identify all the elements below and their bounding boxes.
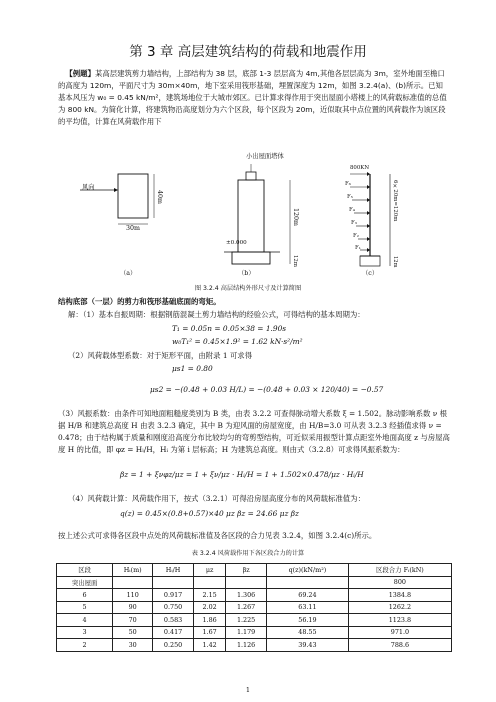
figure-c-load-f4: F₄ — [349, 207, 355, 213]
table-cell: 0.250 — [153, 639, 194, 652]
formula-period: T₁ = 0.05n = 0.05×38 = 1.90s — [172, 324, 287, 333]
table-cell: 1.306 — [226, 589, 267, 602]
table-row — [57, 589, 452, 602]
table-header-row — [57, 564, 452, 577]
table-cell: 1.86 — [193, 614, 225, 627]
table-cell — [193, 576, 225, 589]
table-header-cell: Hᵢ(m) — [113, 564, 153, 577]
table-cell: 5 — [57, 601, 113, 614]
table-cell: 971.0 — [348, 626, 451, 639]
table-row — [57, 626, 452, 639]
example-text: 某高层建筑剪力墙结构，上部结构为 38 层，底部 1-3 层层高为 4m,其他各层层高为 3m，室外地面至檐口的高度为 120m，平面尺寸为 30m×40m，地下室采用筏形基础，埋置深度为 12m，如图 3.2.4(a)、(b)所示。已知基本风压为 w₀ = 0.45 kN/m²，建筑场地位于大城市郊区。已计算求得作用于突出屋面小塔楼上的风荷载标准值的总值为 800 kN。为简化计算，将建筑物沿高度划分为六个区段，每个区段为 20m，近似取其中点位置的风荷载作为该区段的平均值，计算在风荷载作用下 — [58, 69, 447, 127]
table-row — [57, 639, 452, 652]
figure-a-caption: （a） — [120, 270, 137, 277]
table-cell: 1.67 — [193, 626, 225, 639]
table-cell: 1.42 — [193, 639, 225, 652]
solution-step1: 解：（1）基本自振周期：根据钢筋混凝土剪力墙结构的经验公式，可得结构的基本周期为： — [68, 310, 365, 319]
table-row — [57, 601, 452, 614]
table-cell: 2.15 — [193, 589, 225, 602]
figure-c-load-f2: F₂ — [353, 233, 359, 239]
solution-step4: （4）风荷载计算：风荷载作用下，按式（3.2.1）可得沿房屋高度分布的风荷载标准值为： — [68, 494, 365, 503]
formula-wt2: w₀T₁² = 0.45×1.9² = 1.62 kN·s²/m² — [172, 337, 303, 346]
figure-b-elevation — [224, 164, 290, 264]
example-paragraph — [58, 68, 450, 128]
table-caption: 表 3.2.4 风荷载作用下各区段合力的计算 — [191, 550, 305, 557]
table-cell: 788.6 — [348, 639, 451, 652]
page-number: 1 — [245, 686, 251, 694]
table-cell — [267, 576, 349, 589]
table-cell: 1.126 — [226, 639, 267, 652]
figure-3-2-4 — [0, 160, 496, 280]
table-cell — [113, 576, 153, 589]
table-cell: 56.19 — [267, 614, 349, 627]
table-cell: 1384.8 — [348, 589, 451, 602]
table-header-cell: 区段合力 Fᵢ(kN) — [348, 564, 451, 577]
table-cell: 70 — [113, 614, 153, 627]
figure-a-depth-label: 40m — [156, 190, 163, 204]
table-cell: 6 — [57, 589, 113, 602]
figure-c-base-label: 12m — [392, 256, 398, 268]
solution-step2: （2）风荷载体型系数：对于矩形平面，由附录 1 可求得 — [68, 351, 253, 360]
table-cell: 0.417 — [153, 626, 194, 639]
solution-step3: （3）风振系数：由条件可知地面粗糙度类别为 B 类，由表 3.2.2 可查得脉动增大系数 ξ = 1.502。脉动影响系数 ν 根据 H/B 和建筑总高度 H 由表 3.2.3 确定，其中 B 为迎风面的房屋宽度，由 H/B=3.0 可从表 3.2.3 经插值求得 ν = 0.478；由于结构属于质量和刚度沿高度分布比较均匀的弯剪型结构，可近似采用振型计算点距室外地面高度 z 与房屋高度 H 的比值，即 φz = Hᵢ/H，Hᵢ 为第 i 层标高；H 为建筑总高度。则由式（3.2.8）可求得风振系数为： — [58, 409, 450, 455]
solution-step5: 按上述公式可求得各区段中点处的风荷载标准值及各区段的合力见表 3.2.4，如图 3.2.4(c)所示。 — [58, 531, 377, 540]
figure-a-wind-label: 风向 — [82, 184, 95, 191]
figure-a-width-label: 30m — [126, 225, 140, 232]
table-row — [57, 576, 452, 589]
formula-betaz: βz = 1 + ξνφz/μz = 1 + ξν/μz · Hᵢ/H = 1 + 1.502×0.478/μz · Hᵢ/H — [120, 470, 364, 479]
table-header-cell: 区段 — [57, 564, 113, 577]
figure-b-ground-label: ±0.000 — [226, 240, 247, 246]
figure-c-load-f1: F₁ — [355, 245, 361, 251]
figure-c-dim-label: 6×20m=120m — [392, 180, 398, 222]
figure-c-caption: （c） — [362, 270, 379, 277]
table-cell: 30 — [113, 639, 153, 652]
table-cell: 1.267 — [226, 601, 267, 614]
table-header-cell: q(z)(kN/m²) — [267, 564, 349, 577]
table-header-cell: μz — [193, 564, 225, 577]
table-cell: 90 — [113, 601, 153, 614]
chapter-title: 第 3 章 高层建筑结构的荷载和地震作用 — [129, 44, 367, 60]
table-header-cell: Hᵢ/H — [153, 564, 194, 577]
wind-load-table — [56, 563, 452, 652]
table-cell: 1123.8 — [348, 614, 451, 627]
table-cell: 63.11 — [267, 601, 349, 614]
formula-mus1: μs1 = 0.80 — [172, 364, 213, 373]
table-header-cell: βz — [226, 564, 267, 577]
table-cell: 1.179 — [226, 626, 267, 639]
intro-continuation: 结构底部（一层）的剪力和筏形基础底面的弯矩。 — [58, 297, 221, 306]
figure-b-caption: （b） — [238, 270, 255, 277]
table-cell — [226, 576, 267, 589]
table-cell: 2.02 — [193, 601, 225, 614]
figure-b-base-label: 12m — [292, 255, 298, 267]
figure-c-load-f5: F₅ — [347, 194, 353, 200]
table-cell: 69.24 — [267, 589, 349, 602]
example-label: 【例题】 — [65, 69, 95, 78]
figure-b-height-label: 120m — [292, 208, 299, 226]
table-row — [57, 614, 452, 627]
figure-c-load-f6: F₆ — [345, 181, 351, 187]
table-cell: 0.583 — [153, 614, 194, 627]
figure-c-top-load-label: 800KN — [350, 165, 370, 171]
figure-c-load-f3: F₃ — [351, 220, 357, 226]
table-cell: 48.55 — [267, 626, 349, 639]
table-cell: 0.750 — [153, 601, 194, 614]
table-cell: 2 — [57, 639, 113, 652]
table-cell: 110 — [113, 589, 153, 602]
table-cell: 39.43 — [267, 639, 349, 652]
table-cell: 3 — [57, 626, 113, 639]
table-cell: 800 — [348, 576, 451, 589]
table-cell: 突出屋面 — [57, 576, 113, 589]
table-cell: 1.225 — [226, 614, 267, 627]
formula-qz: q(z) = 0.45×(0.8+0.57)×40 μz βz = 24.66 μz βz — [120, 509, 299, 518]
table-cell: 0.917 — [153, 589, 194, 602]
figure-c-diagram — [350, 172, 390, 266]
formula-mus2: μs2 = −(0.48 + 0.03 H/L) = −(0.48 + 0.03 × 120/40) = −0.57 — [150, 385, 384, 394]
table-cell: 1262.2 — [348, 601, 451, 614]
table-cell: 50 — [113, 626, 153, 639]
table-cell — [153, 576, 194, 589]
figure-caption: 图 3.2.4 高层结构外形尺寸及计算简图 — [194, 285, 302, 292]
figure-b-top-label: 小出屋面塔体 — [246, 153, 284, 160]
table-cell: 4 — [57, 614, 113, 627]
